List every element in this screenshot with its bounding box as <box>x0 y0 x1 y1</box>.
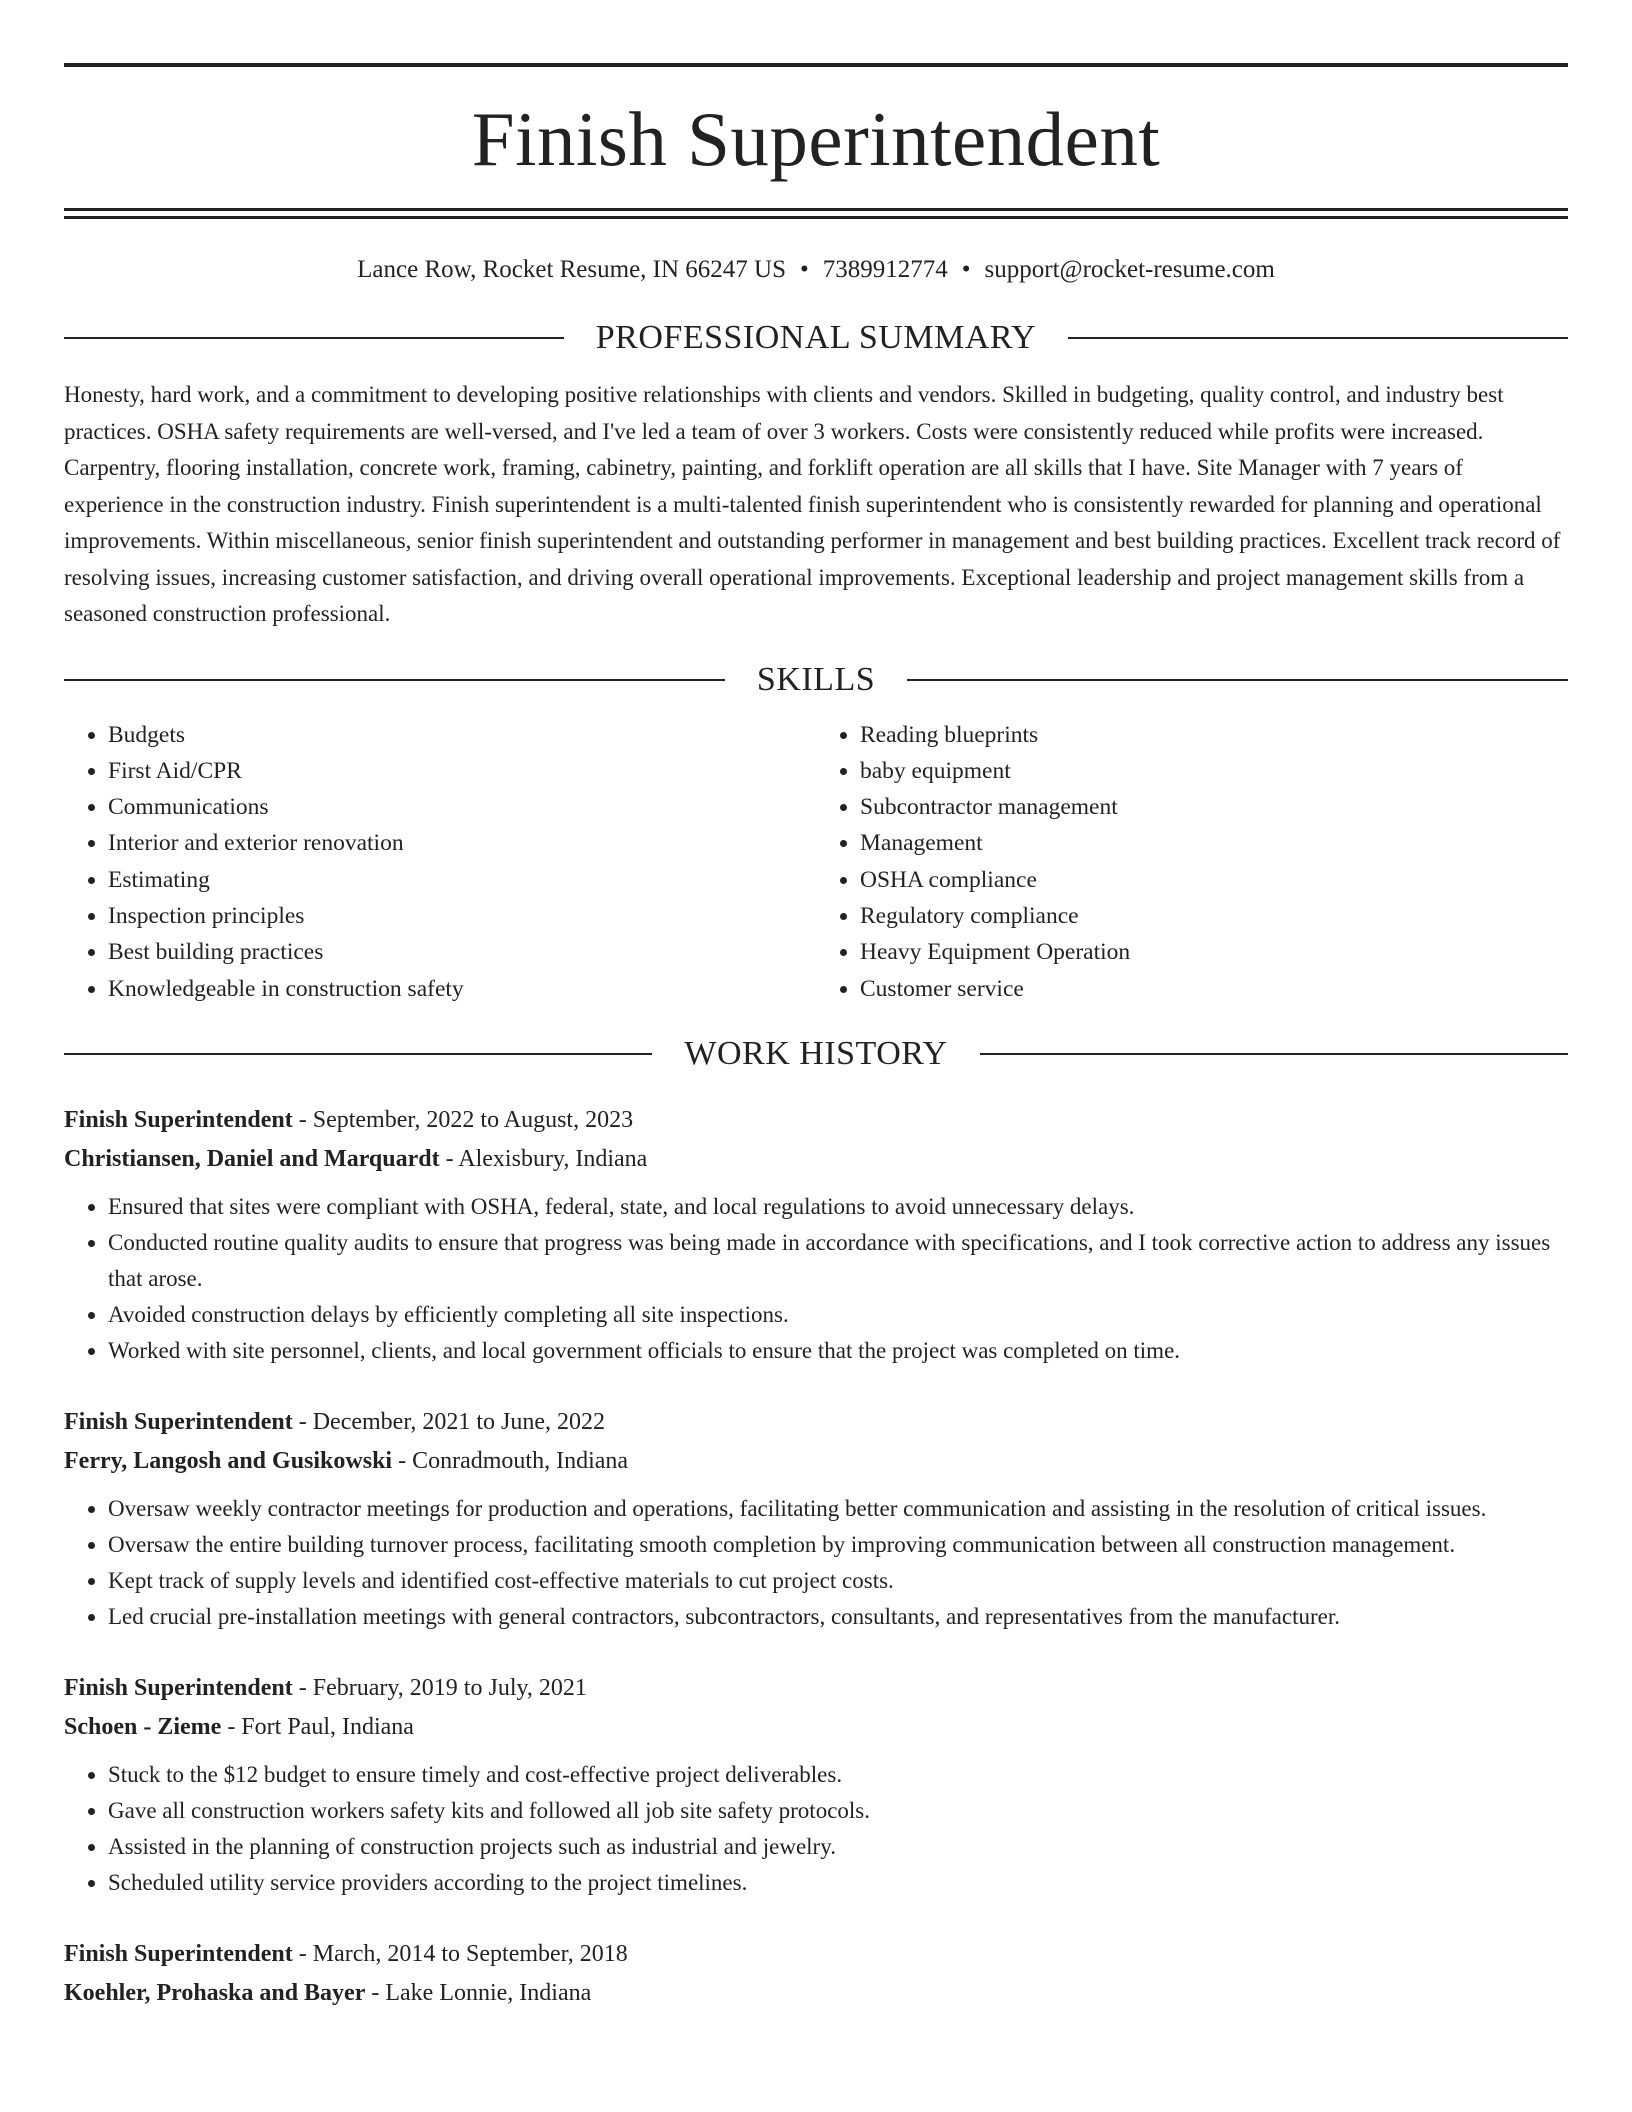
skill-item: • Best building practices <box>108 934 816 970</box>
job-title-line <box>64 1101 1568 1140</box>
job-company-line <box>64 1140 1568 1179</box>
job-title-line <box>64 1403 1568 1442</box>
work-history-list <box>64 1101 1568 2013</box>
job-bullet: • Kept track of supply levels and identified cost-effective materials to cut project costs. <box>108 1563 1568 1599</box>
skill-item: • First Aid/CPR <box>108 753 816 789</box>
job-dates: - September, 2022 to August, 2023 <box>292 1106 634 1133</box>
job-company-line <box>64 1442 1568 1481</box>
top-rule <box>64 63 1568 67</box>
job-bullet: • Assisted in the planning of construction projects such as industrial and jewelry. <box>108 1829 1568 1865</box>
job-bullet: • Gave all construction workers safety kits and followed all job site safety protocols. <box>108 1793 1568 1829</box>
skill-item: • Estimating <box>108 862 816 898</box>
summary-text: Honesty, hard work, and a commitment to developing positive relationships with clients and vendors. Skilled in budgeting, quality control, and industry best practices. OSHA safety requirements are well-versed, and I've led a team of over 3 workers. Costs were consistently reduced while profits were increased. Carpentry, flooring installation, concrete work, framing, cabinetry, painting, and forklift operation are all skills that I have. Site Manager with 7 years of experience in the construction industry. Finish superintendent is a multi-talented finish superintendent who is consistently rewarded for planning and operational improvements. Within miscellaneous, senior finish superintendent and outstanding performer in management and best building practices. Excellent track record of resolving issues, increasing customer satisfaction, and driving overall operational improvements. Exceptional leadership and project management skills from a seasoned construction professional. <box>64 382 1561 626</box>
heading-rule <box>64 337 564 339</box>
job-dates: - December, 2021 to June, 2022 <box>292 1408 606 1435</box>
job-company: Koehler, Prohaska and Bayer <box>64 1979 366 2006</box>
job-bullet: • Oversaw the entire building turnover process, facilitating smooth completion by improving communication between all construction management. <box>108 1527 1568 1563</box>
skill-item: • Reading blueprints <box>860 717 1568 753</box>
heading-rule <box>1068 337 1568 339</box>
job-location: - Lake Lonnie, Indiana <box>365 1979 592 2006</box>
job-location: - Conradmouth, Indiana <box>392 1447 629 1474</box>
skill-item: • Inspection principles <box>108 898 816 934</box>
skill-item: • Management <box>860 825 1568 861</box>
skill-item: • OSHA compliance <box>860 862 1568 898</box>
contact-separator: • <box>961 256 971 283</box>
skill-item: • Interior and exterior renovation <box>108 825 816 861</box>
job-entry <box>64 1101 1568 1369</box>
job-company: Ferry, Langosh and Gusikowski <box>64 1447 393 1474</box>
job-company: Schoen - Zieme <box>64 1713 222 1740</box>
job-bullet: • Oversaw weekly contractor meetings for production and operations, facilitating better communication and assisting in the resolution of critical issues. <box>108 1491 1568 1527</box>
skills-list-right <box>816 717 1568 1007</box>
job-bullets <box>64 1189 1568 1369</box>
skill-item: • Regulatory compliance <box>860 898 1568 934</box>
job-bullet: • Scheduled utility service providers according to the project timelines. <box>108 1865 1568 1901</box>
job-entry <box>64 1935 1568 2013</box>
contact-phone[interactable]: 7389912774 <box>822 256 948 283</box>
skill-item: • Budgets <box>108 717 816 753</box>
section-title-skills: SKILLS <box>756 660 876 698</box>
contact-line <box>64 255 1568 285</box>
job-bullet: • Worked with site personnel, clients, and local government officials to ensure that the project was completed on time. <box>108 1333 1568 1369</box>
section-heading-work-history <box>64 1034 1568 1072</box>
job-location: - Fort Paul, Indiana <box>221 1713 414 1740</box>
job-title: Finish Superintendent <box>64 1940 293 1967</box>
job-entry <box>64 1669 1568 1901</box>
job-company-line <box>64 1974 1568 2013</box>
section-heading-summary <box>64 321 1568 355</box>
skill-item: • Communications <box>108 789 816 825</box>
job-bullet: • Led crucial pre-installation meetings with general contractors, subcontractors, consultants, and representatives from the manufacturer. <box>108 1599 1568 1635</box>
job-bullet: • Conducted routine quality audits to ensure that progress was being made in accordance with specifications, and I took corrective action to address any issues that arose. <box>108 1225 1568 1297</box>
contact-email[interactable]: support@rocket-resume.com <box>984 256 1275 283</box>
job-bullets <box>64 1491 1568 1635</box>
heading-rule <box>907 679 1568 681</box>
job-title: Finish Superintendent <box>64 1408 293 1435</box>
skill-item: • baby equipment <box>860 753 1568 789</box>
job-location: - Alexisbury, Indiana <box>439 1145 648 1172</box>
resume-title: Finish Superintendent <box>471 96 1161 182</box>
job-bullet: • Avoided construction delays by efficiently completing all site inspections. <box>108 1297 1568 1333</box>
skill-item: • Customer service <box>860 971 1568 1007</box>
job-company: Christiansen, Daniel and Marquardt <box>64 1145 440 1172</box>
job-dates: - February, 2019 to July, 2021 <box>292 1674 587 1701</box>
job-company-line <box>64 1708 1568 1747</box>
section-title-work-history: WORK HISTORY <box>684 1034 948 1072</box>
skills-list-left <box>64 717 816 1007</box>
section-title-summary: PROFESSIONAL SUMMARY <box>595 319 1037 356</box>
skill-item: • Heavy Equipment Operation <box>860 934 1568 970</box>
job-title-line <box>64 1669 1568 1708</box>
job-bullets <box>64 1757 1568 1901</box>
job-title: Finish Superintendent <box>64 1106 293 1133</box>
job-title-line <box>64 1935 1568 1974</box>
job-bullet: • Stuck to the $12 budget to ensure timely and cost-effective project deliverables. <box>108 1757 1568 1793</box>
heading-rule <box>64 679 725 681</box>
job-entry <box>64 1403 1568 1635</box>
skill-item: • Subcontractor management <box>860 789 1568 825</box>
skill-item: • Knowledgeable in construction safety <box>108 971 816 1007</box>
job-title: Finish Superintendent <box>64 1674 293 1701</box>
heading-rule <box>64 1053 652 1055</box>
skills-columns <box>64 717 1568 1007</box>
contact-address: Lance Row, Rocket Resume, IN 66247 US <box>357 256 787 283</box>
title-double-rule <box>64 208 1568 219</box>
contact-separator: • <box>800 256 809 283</box>
job-bullet: • Ensured that sites were compliant with OSHA, federal, state, and local regulations to avoid unnecessary delays. <box>108 1189 1568 1225</box>
job-dates: - March, 2014 to September, 2018 <box>292 1940 628 1967</box>
heading-rule <box>980 1053 1568 1055</box>
section-heading-skills <box>64 660 1568 698</box>
